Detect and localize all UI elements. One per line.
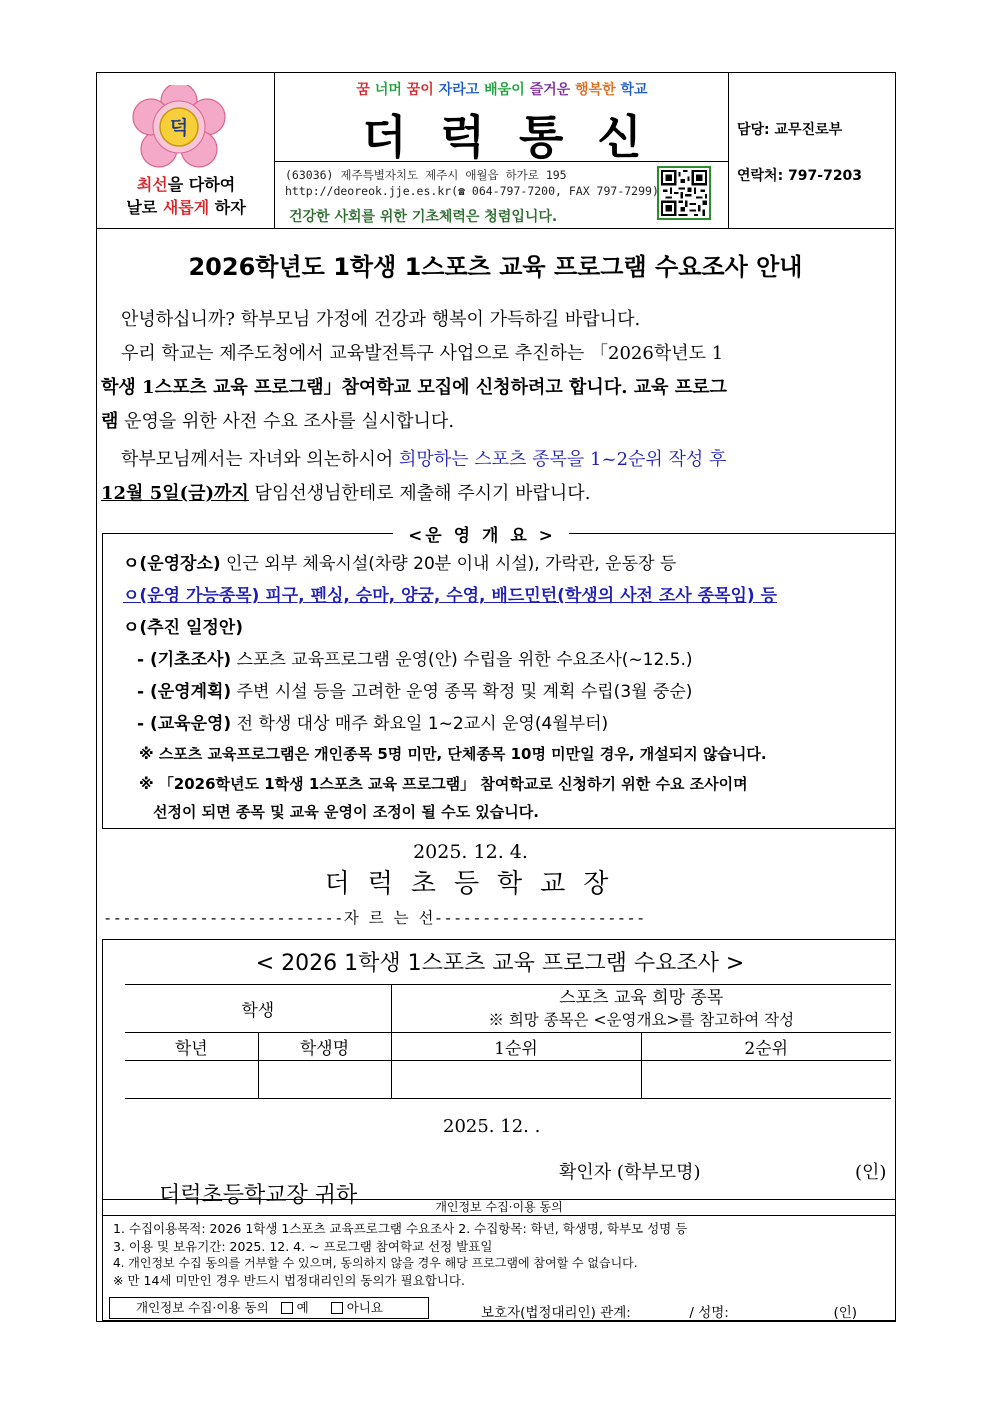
schedule-step-survey: - (기초조사) 스포츠 교육프로그램 운영(안) 수립을 위한 수요조사(~12.5.) bbox=[137, 650, 693, 670]
overview-schedule-label: ㅇ(추진 일정안) bbox=[123, 618, 243, 638]
newsletter-header bbox=[97, 73, 894, 229]
school-emblem-icon bbox=[131, 85, 227, 171]
greeting-paragraph: 안녕하십니까? 학부모님 가정에 건강과 행복이 가득하길 바랍니다. bbox=[121, 309, 641, 330]
issue-date: 2025. 12. 4. bbox=[413, 841, 528, 863]
school-motto: 최선을 다하여 날로 새롭게 하자 bbox=[126, 175, 246, 217]
school-address: (63036) 제주특별자치도 제주시 애월읍 하가로 195 http://deoreok.jje.es.kr(☎ 064-797-7200, FAX 797-7299) bbox=[285, 168, 659, 198]
col-rank-2: 2순위 bbox=[641, 1033, 891, 1061]
rank-2-input[interactable] bbox=[641, 1061, 891, 1099]
program-overview-box bbox=[102, 526, 896, 829]
cut-line: -------------------------자 르 는 선---------------------- bbox=[103, 909, 646, 927]
student-name-input[interactable] bbox=[258, 1061, 391, 1099]
col-student: 학생 bbox=[125, 985, 391, 1033]
overview-note-1: ※ 스포츠 교육프로그램은 개인종목 5명 미만, 단체종목 10명 미만일 경우, 개설되지 않습니다. bbox=[139, 745, 767, 763]
consent-no-checkbox[interactable] bbox=[331, 1302, 343, 1314]
intro-line-3: 램 운영을 위한 사전 수요 조사를 실시합니다. bbox=[101, 411, 455, 432]
privacy-line-3: 4. 개인정보 수집 동의를 거부할 수 있으며, 동의하지 않을 경우 해당 프로그램에 참여할 수 없습니다. bbox=[113, 1256, 638, 1270]
col-student-name: 학생명 bbox=[258, 1033, 391, 1061]
school-address-box bbox=[275, 161, 729, 229]
request-line-1: 학부모님께서는 자녀와 의논하시어 희망하는 스포츠 종목을 1~2순위 작성 후 bbox=[121, 449, 727, 470]
newsletter-title-cell bbox=[275, 73, 729, 229]
privacy-line-4: ※ 만 14세 미만인 경우 반드시 법정대리인의 동의가 필요합니다. bbox=[113, 1273, 465, 1288]
newsletter-frame bbox=[96, 72, 896, 1322]
rank-1-input[interactable] bbox=[391, 1061, 641, 1099]
privacy-line-1: 1. 수집이용목적: 2026 1학생 1스포츠 교육프로그램 수요조사 2. 수집항목: 학년, 학생명, 학부모 성명 등 bbox=[113, 1221, 688, 1236]
consent-yes-checkbox[interactable] bbox=[281, 1302, 293, 1314]
survey-table bbox=[125, 984, 891, 1099]
contact-cell bbox=[729, 73, 894, 229]
qr-code-icon[interactable] bbox=[657, 166, 711, 220]
col-grade: 학년 bbox=[125, 1033, 258, 1061]
contact-department: 담당: 교무진로부 bbox=[737, 122, 843, 138]
col-rank-1: 1순위 bbox=[391, 1033, 641, 1061]
grade-input[interactable] bbox=[125, 1061, 258, 1099]
schedule-step-operation: - (교육운영) 전 학생 대상 매주 화요일 1~2교시 운영(4월부터) bbox=[137, 714, 609, 734]
col-hope: 스포츠 교육 희망 종목 ※ 희망 종목은 <운영개요>를 참고하여 작성 bbox=[391, 985, 891, 1033]
newsletter-title: 더럭통신 bbox=[362, 110, 676, 164]
principal-signature: 더럭초등학교장 bbox=[324, 869, 627, 899]
intro-line-1: 우리 학교는 제주도청에서 교육발전특구 사업으로 추진하는 「2026학년도 1 bbox=[121, 343, 724, 364]
school-logo-cell bbox=[97, 73, 275, 229]
confirmer-label: 확인자 (학부모명) bbox=[559, 1162, 701, 1183]
contact-phone: 연락처: 797-7203 bbox=[737, 168, 863, 184]
overview-sports: ㅇ(운영 가능종목) 피구, 펜싱, 승마, 양궁, 수영, 배드민턴(학생의 사전 조사 종목임) 등 bbox=[123, 586, 777, 606]
overview-note-2-cont: 선정이 되면 종목 및 교육 운영이 조정이 될 수도 있습니다. bbox=[153, 803, 539, 821]
survey-title: < 2026 1학생 1스포츠 교육 프로그램 수요조사 > bbox=[255, 951, 745, 976]
request-line-2: 12월 5일(금)까지 담임선생님한테로 제출해 주시기 바랍니다. bbox=[101, 483, 591, 504]
consent-choice: 개인정보 수집·이용 동의 예 아니요 bbox=[109, 1297, 429, 1319]
overview-heading: <운 영 개 요 > bbox=[408, 526, 556, 546]
school-slogan: 꿈 너머 꿈이 자라고 배움이 즐거운 행복한 학교 bbox=[356, 82, 648, 98]
intro-line-2: 학생 1스포츠 교육 프로그램」참여학교 모집에 신청하려고 합니다. 교육 프로그 bbox=[101, 377, 727, 398]
svg-text:덕: 덕 bbox=[169, 117, 189, 139]
seal-mark: (인) bbox=[855, 1162, 887, 1183]
schedule-step-plan: - (운영계획) 주변 시설 등을 고려한 운영 종목 확정 및 계획 수립(3월 중순) bbox=[137, 682, 693, 702]
guardian-info: 보호자(법정대리인) 관계: / 성명: (인) bbox=[481, 1305, 858, 1321]
integrity-slogan: 건강한 사회를 위한 기초체력은 청렴입니다. bbox=[289, 209, 558, 225]
privacy-consent-box bbox=[102, 1199, 896, 1321]
notice-title: 2026학년도 1학생 1스포츠 교육 프로그램 수요조사 안내 bbox=[188, 253, 803, 281]
privacy-title: 개인정보 수집·이용 동의 bbox=[103, 1200, 895, 1216]
survey-date[interactable]: 2025. 12. . bbox=[443, 1116, 541, 1137]
privacy-line-2: 3. 이용 및 보유기간: 2025. 12. 4. ~ 프로그램 참여학교 선정 발표일 bbox=[113, 1239, 493, 1254]
overview-place: ㅇ(운영장소) 인근 외부 체육시설(차량 20분 이내 시설), 가락관, 운동장 등 bbox=[123, 554, 677, 574]
addressee: 더럭초등학교장 귀하 bbox=[159, 1183, 358, 1208]
overview-note-2: ※ 「2026학년도 1학생 1스포츠 교육 프로그램」 참여학교로 신청하기 위한 수요 조사이며 bbox=[139, 775, 748, 793]
privacy-footer bbox=[103, 1295, 895, 1322]
